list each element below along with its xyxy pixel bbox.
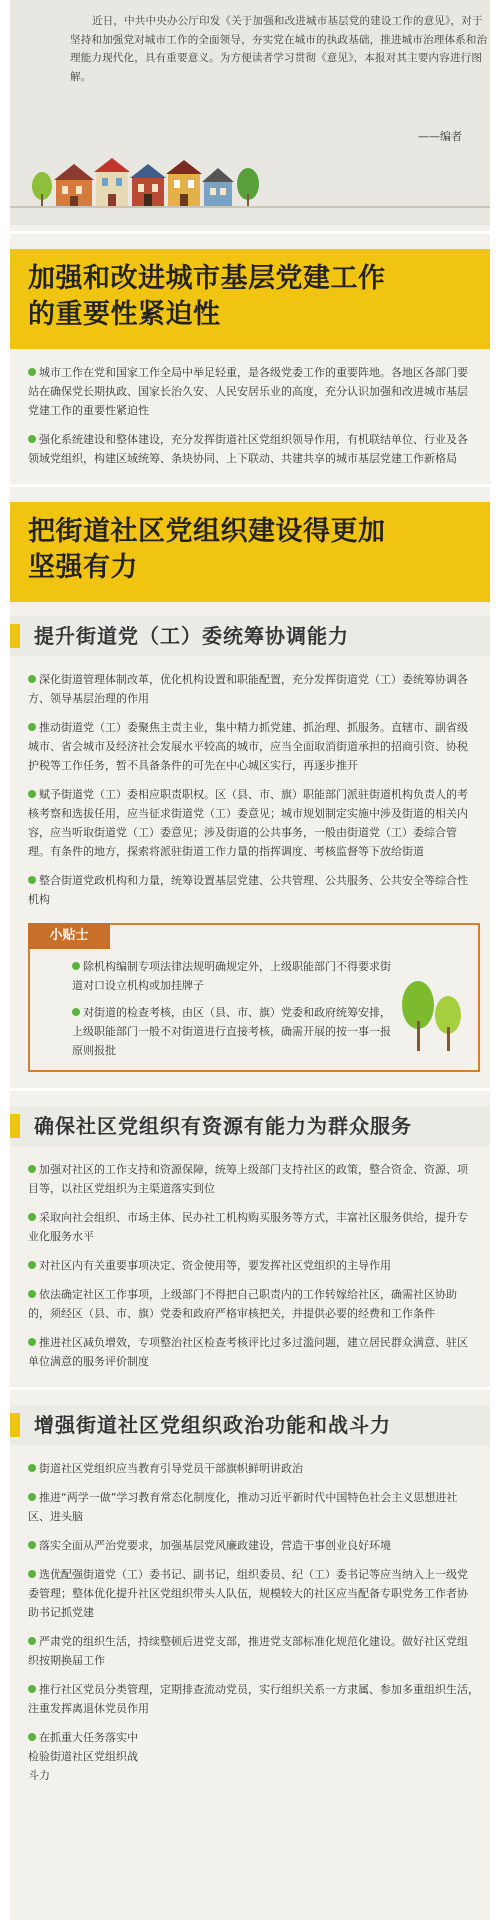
section-2-title-line-2: 坚强有力 [28, 552, 138, 583]
tips-box [28, 923, 480, 1072]
section-2-header [10, 502, 490, 602]
divider [10, 1088, 490, 1091]
bullet-icon [28, 1570, 36, 1578]
bullet-icon [28, 368, 36, 376]
paragraph-text: 对社区内有关重要事项决定、资金使用等，要发挥社区党组织的主导作用 [39, 1259, 391, 1272]
intro-box [10, 0, 490, 225]
divider [10, 484, 490, 487]
bullet-icon [72, 962, 80, 970]
paragraph-text: 在抓重大任务落实中检验街道社区党组织战斗力 [28, 1731, 138, 1782]
list-item [28, 1632, 478, 1670]
paragraph-text: 推行社区党员分类管理，定期排查流动党员，实行组织关系一方隶属、参加多重组织生活，注重发挥离退休党员作用 [28, 1683, 479, 1715]
townhouses-illustration [28, 158, 268, 210]
list-item [28, 1565, 478, 1622]
divider [10, 231, 490, 234]
bullet-icon [28, 790, 36, 798]
section-1-header [10, 249, 490, 349]
list-item [28, 1285, 478, 1323]
bullet-icon [28, 675, 36, 683]
subsection-3-header [10, 1405, 490, 1445]
bullet-icon [28, 1213, 36, 1221]
subsection-2-header [10, 1106, 490, 1146]
bullet-icon [28, 1493, 36, 1501]
infographic-page [10, 0, 490, 1920]
paragraph-text: 街道社区党组织应当教育引导党员干部旗帜鲜明讲政治 [39, 1462, 303, 1475]
bullet-icon [28, 1290, 36, 1298]
paragraph-text: 整合街道党政机构和力量，统筹设置基层党建、公共管理、公共服务、公共安全等综合性机构 [28, 874, 468, 906]
ground-line [10, 206, 490, 208]
tips-label: 小贴士 [28, 923, 110, 949]
bullet-icon [28, 723, 36, 731]
tips-item-text: 除机构编制专项法律法规明确规定外，上级职能部门不得要求街道对口设立机构或加挂牌子 [72, 960, 391, 992]
bullet-icon [28, 876, 36, 884]
bullet-icon [28, 1464, 36, 1472]
section-1-title-line-2: 的重要性紧迫性 [28, 299, 221, 330]
bullet-icon [72, 1008, 80, 1016]
accent-bar [10, 1413, 20, 1437]
subsection-1-header [10, 616, 490, 656]
list-item [28, 1208, 478, 1246]
list-item [28, 785, 478, 861]
section-2-title-line-1: 把街道社区党组织建设得更加 [28, 516, 386, 547]
bullet-icon [28, 1637, 36, 1645]
section-1-title-line-1: 加强和改进城市基层党建工作 [28, 263, 386, 294]
tips-item-text: 对街道的检查考核，由区（县、市、旗）党委和政府统筹安排，上级职能部门一般不对街道进行直接考核，确需开展的按一事一报原则报批 [72, 1006, 391, 1057]
list-item [28, 430, 478, 468]
intro-signature: ——编者 [418, 130, 462, 143]
paragraph-text: 城市工作在党和国家工作全局中举足轻重，是各级党委工作的重要阵地。各地区各部门要站在确保党长期执政、国家长治久安、人民安居乐业的高度，充分认识加强和改进城市基层党建工作的重要性紧迫性 [28, 366, 468, 417]
tips-item [72, 957, 392, 995]
paragraph-text: 推进“两学一做”学习教育常态化制度化，推动习近平新时代中国特色社会主义思想进社区、进头脑 [28, 1491, 458, 1523]
list-item [28, 1459, 478, 1478]
subsection-2-title: 确保社区党组织有资源有能力为群众服务 [34, 1114, 412, 1138]
paragraph-text: 依法确定社区工作事项，上级部门不得把自己职责内的工作转嫁给社区，确需社区协助的，须经区（县、市、旗）党委和政府严格审核把关，并提供必要的经费和工作条件 [28, 1288, 457, 1320]
list-item [28, 1536, 478, 1555]
paragraph-text: 加强对社区的工作支持和资源保障，统筹上级部门支持社区的政策，整合资金、资源、项目等，以社区党组织为主渠道落实到位 [28, 1163, 468, 1195]
list-item [28, 1256, 478, 1275]
bullet-icon [28, 1733, 36, 1741]
bullet-icon [28, 1541, 36, 1549]
paragraph-text: 落实全面从严治党要求，加强基层党风廉政建设，营造干事创业良好环境 [39, 1539, 391, 1552]
intro-text: 近日，中共中央办公厅印发《关于加强和改进城市基层党的建设工作的意见》，对于坚持和加强党对城市工作的全面领导，夯实党在城市的执政基础，推进城市治理体系和治理能力现代化，具有重要意义。为方便读者学习贯彻《意见》，本报对其主要内容进行图解。 [70, 15, 488, 83]
bullet-icon [28, 1165, 36, 1173]
list-item [28, 871, 478, 909]
bullet-icon [28, 435, 36, 443]
list-item [28, 718, 478, 775]
paragraph-text: 严肃党的组织生活，持续整顿后进党支部，推进党支部标准化规范化建设。做好社区党组织按期换届工作 [28, 1635, 468, 1667]
paragraph-text: 推动街道党（工）委聚焦主责主业，集中精力抓党建、抓治理、抓服务。直辖市、副省级城市、省会城市及经济社会发展水平较高的城市，应当全面取消街道承担的招商引资、协税护税等工作任务，暂不具备条件的可先在中心城区实行，再逐步推开 [28, 721, 468, 772]
list-item [28, 1728, 148, 1785]
list-item [28, 670, 478, 708]
tips-item [72, 1003, 392, 1060]
bullet-icon [28, 1685, 36, 1693]
paragraph-text: 采取向社会组织、市场主体、民办社工机构购买服务等方式，丰富社区服务供给，提升专业化服务水平 [28, 1211, 468, 1243]
bullet-icon [28, 1338, 36, 1346]
divider [10, 1387, 490, 1390]
list-item [28, 1680, 488, 1718]
list-item [28, 363, 478, 420]
paragraph-text: 选优配强街道党（工）委书记、副书记，组织委员、纪（工）委书记等应当纳入上一级党委管理；整体优化提升社区党组织带头人队伍，规模较大的社区应当配备专职党务工作者协助书记抓党建 [28, 1568, 468, 1619]
paragraph-text: 赋予街道党（工）委相应职责职权。区（县、市、旗）职能部门派驻街道机构负责人的考核考察和选拔任用，应当征求街道党（工）委意见；城市规划制定实施中涉及街道的相关内容，应当听取街道党（工）委意见；涉及街道的公共事务，一般由街道党（工）委综合管理。有条件的地方，探索将派驻街道工作力量的指挥调度、考核监督等下放给街道 [28, 788, 468, 858]
accent-bar [10, 624, 20, 648]
list-item [28, 1333, 478, 1371]
subsection-3-title: 增强街道社区党组织政治功能和战斗力 [34, 1413, 391, 1437]
trees-illustration [398, 965, 468, 1055]
list-item [28, 1160, 478, 1198]
paragraph-text: 深化街道管理体制改革，优化机构设置和职能配置，充分发挥街道党（工）委统筹协调各方、领导基层治理的作用 [28, 673, 468, 705]
accent-bar [10, 1114, 20, 1138]
list-item [28, 1488, 478, 1526]
paragraph-text: 推进社区减负增效，专项整治社区检查考核评比过多过滥问题，建立居民群众满意、驻区单位满意的服务评价制度 [28, 1336, 468, 1368]
paragraph-text: 强化系统建设和整体建设，充分发挥街道社区党组织领导作用，有机联结单位、行业及各领域党组织，构建区域统筹、条块协同、上下联动、共建共享的城市基层党建工作新格局 [28, 433, 468, 465]
subsection-1-title: 提升街道党（工）委统筹协调能力 [34, 624, 349, 648]
bullet-icon [28, 1261, 36, 1269]
